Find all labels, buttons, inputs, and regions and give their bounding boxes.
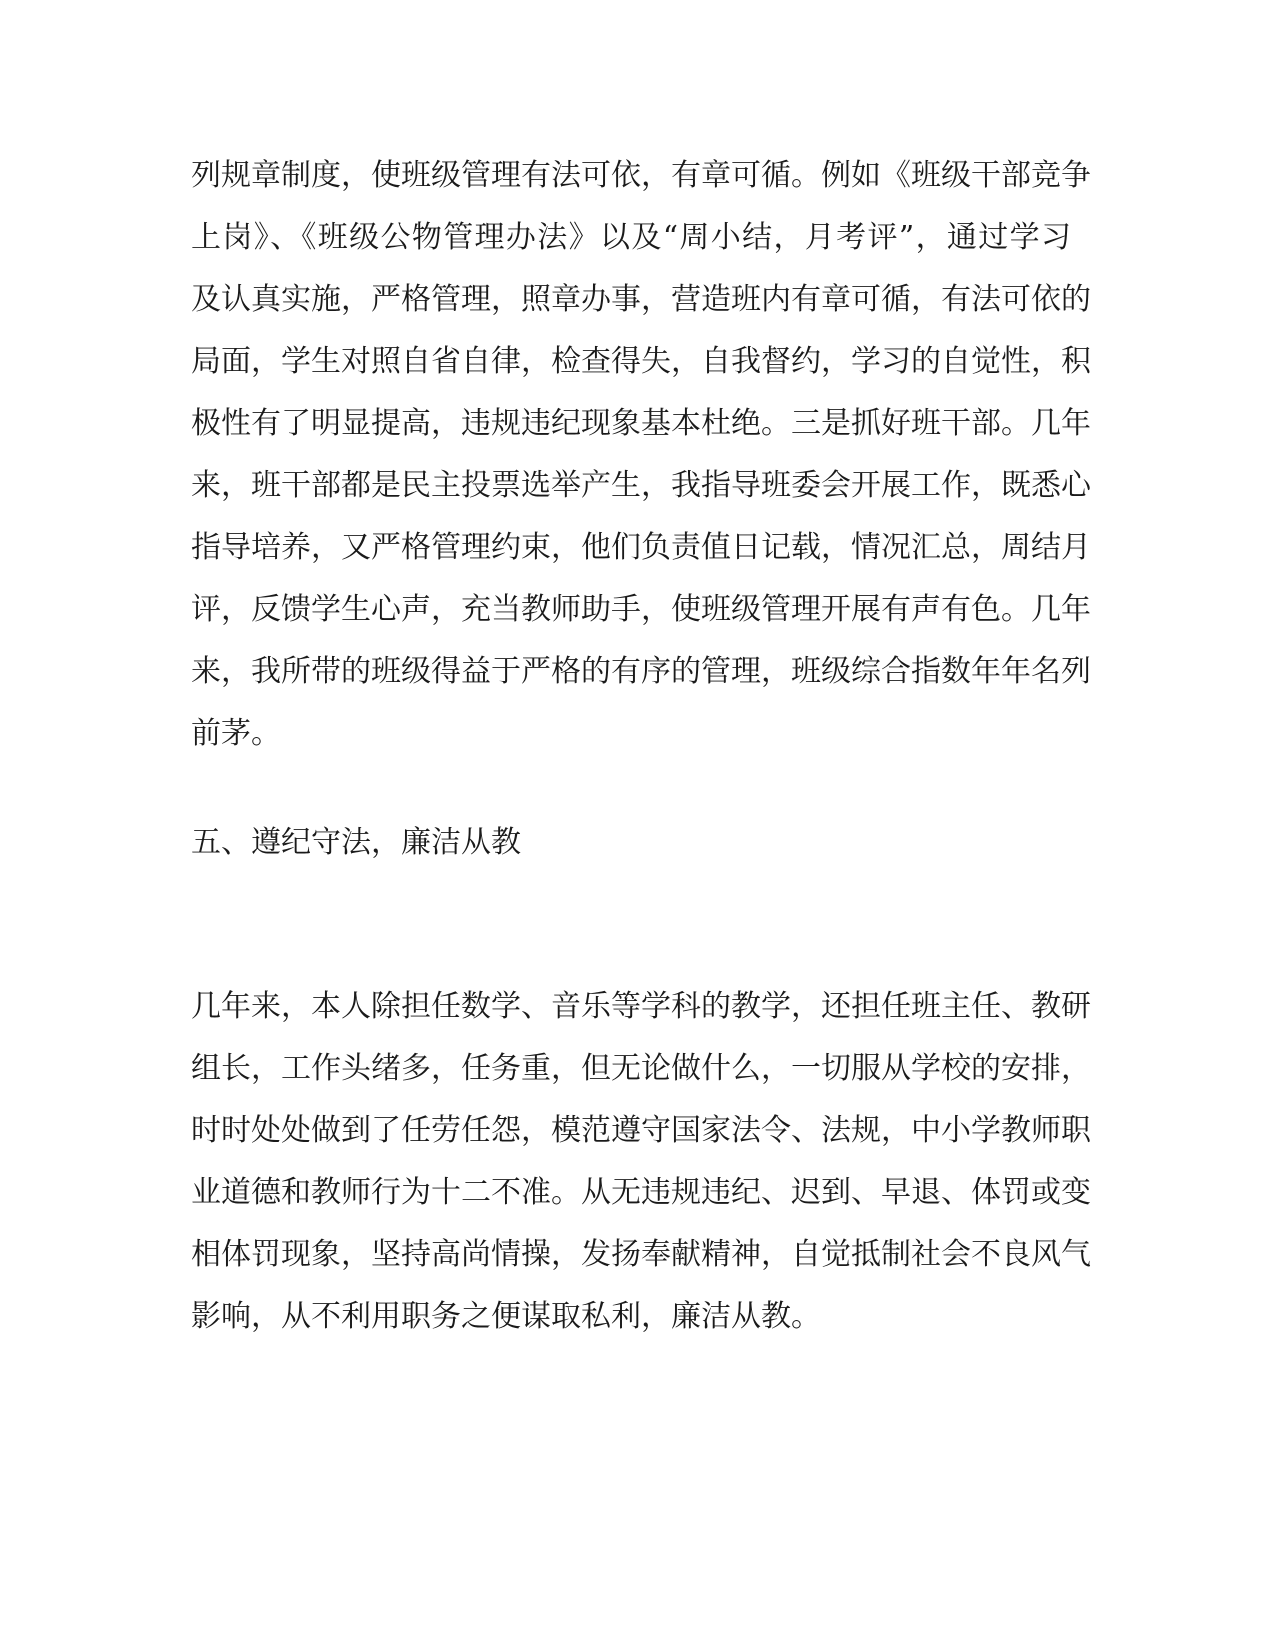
- paragraph-line: 相体罚现象，坚持高尚情操，发扬奉献精神，自觉抵制社会不良风气: [191, 1237, 1091, 1272]
- paragraph-line: 时时处处做到了任劳任怨，模范遵守国家法令、法规，中小学教师职: [191, 1113, 1091, 1148]
- section-heading: 五、遵纪守法，廉洁从教: [191, 825, 521, 860]
- paragraph-line: 几年来，本人除担任数学、音乐等学科的教学，还担任班主任、教研: [191, 989, 1091, 1024]
- paragraph-line: 组长，工作头绪多，任务重，但无论做什么，一切服从学校的安排，: [191, 1051, 1091, 1086]
- paragraph-line: 极性有了明显提高，违规违纪现象基本杜绝。三是抓好班干部。几年: [191, 406, 1091, 441]
- paragraph-line: 列规章制度，使班级管理有法可依，有章可循。例如《班级干部竞争: [191, 158, 1091, 193]
- paragraph-line: 前茅。: [191, 716, 281, 751]
- paragraph-line: 来，班干部都是民主投票选举产生，我指导班委会开展工作，既悉心: [191, 468, 1091, 503]
- paragraph-line: 业道德和教师行为十二不准。从无违规违纪、迟到、早退、体罚或变: [191, 1175, 1091, 1210]
- paragraph-line: 指导培养，又严格管理约束，他们负责值日记载，情况汇总，周结月: [191, 530, 1091, 565]
- paragraph-line: 局面，学生对照自省自律，检查得失，自我督约，学习的自觉性，积: [191, 344, 1091, 379]
- paragraph-line: 及认真实施，严格管理，照章办事，营造班内有章可循，有法可依的: [191, 282, 1091, 317]
- paragraph-line: 上岗》、《班级公物管理办法》以及“周小结，月考评”，通过学习: [191, 220, 1071, 255]
- paragraph-line: 评，反馈学生心声，充当教师助手，使班级管理开展有声有色。几年: [191, 592, 1091, 627]
- paragraph-line: 影响，从不利用职务之便谋取私利，廉洁从教。: [191, 1299, 821, 1334]
- paragraph-line: 来，我所带的班级得益于严格的有序的管理，班级综合指数年年名列: [191, 654, 1091, 689]
